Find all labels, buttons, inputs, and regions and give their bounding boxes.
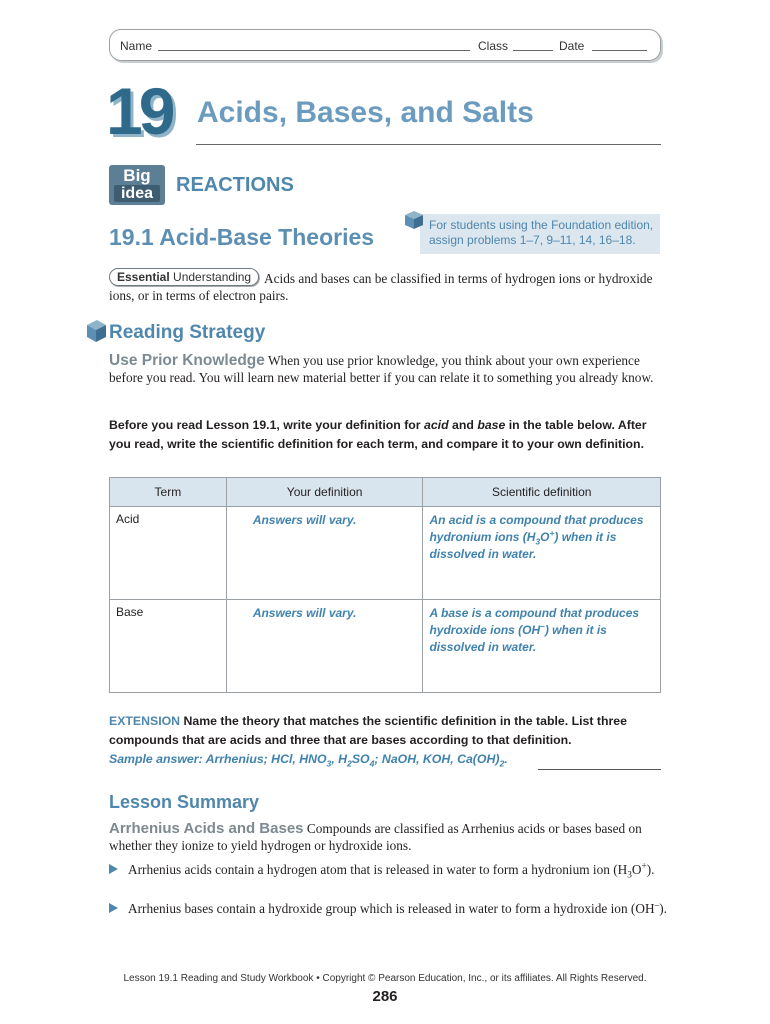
sample-c: , H [331, 752, 348, 766]
list-item [109, 861, 669, 881]
bullet1-d: + [641, 861, 647, 872]
foundation-note-line1: For students using the Foundation edition, [429, 218, 654, 232]
reading-strategy-paragraph [109, 352, 669, 386]
table-instructions [109, 416, 669, 454]
sci-base-part2: ) when it is dissolved in water. [429, 623, 607, 654]
table-header-row [110, 478, 661, 507]
use-prior-knowledge-subheading: Use Prior Knowledge [109, 352, 265, 369]
eu-badge-rest: Understanding [169, 270, 252, 284]
sample-a: Sample answer: Arrhenius; HCl, HNO [109, 752, 327, 766]
chapter-number: 19 [106, 74, 172, 148]
chapter-divider [196, 144, 661, 145]
sci-base-part1: A base is a compound that produces hydroxide ions (OH [429, 606, 640, 637]
bullet2-a: Arrhenius bases contain a hydroxide group which is released in water to form a hydroxide ion (OH [128, 901, 655, 916]
big-idea-badge-top: Big [123, 166, 151, 185]
your-definition-cell-base[interactable] [226, 600, 423, 693]
extension-label: EXTENSION [109, 714, 181, 728]
term-cell-acid: Acid [110, 507, 227, 600]
sample-d: 2 [347, 758, 352, 769]
sci-base-sup: – [540, 621, 545, 631]
header-your-definition: Your definition [226, 478, 423, 507]
header-term: Term [110, 478, 227, 507]
sample-i: . [504, 752, 508, 766]
term-cell-base: Base [110, 600, 227, 693]
sci-acid-sup: + [549, 528, 555, 538]
scientific-definition-base [429, 605, 654, 656]
lesson-summary-paragraph [109, 820, 669, 854]
instructions-part1: Before you read Lesson 19.1, write your definition for [109, 418, 424, 432]
section-title: 19.1 Acid-Base Theories [109, 224, 375, 250]
bullet1-e: ). [646, 862, 655, 877]
definition-table [109, 477, 661, 693]
sample-b: 3 [326, 758, 332, 769]
big-idea-badge [109, 165, 165, 205]
sample-f: 4 [369, 758, 375, 769]
extension-prompt [109, 712, 669, 750]
table-row [110, 507, 661, 600]
extension-text: Name the theory that matches the scientific definition in the table. List three compounds that are acids and three that are bases according to that definition. [109, 714, 627, 747]
header-fields [109, 29, 661, 61]
scientific-definition-acid [429, 512, 654, 563]
eu-badge-bold: Essential [117, 270, 170, 284]
big-idea-badge-bottom: idea [114, 185, 160, 202]
sample-g: ; NaOH, KOH, Ca(OH) [374, 752, 500, 766]
sample-e: SO [351, 752, 370, 766]
big-idea-heading: REACTIONS [176, 174, 294, 196]
foundation-note-line2: assign problems 1–7, 9–11, 14, 16–18. [429, 233, 636, 247]
reading-strategy-text: When you use prior knowledge, you think about your own experience before you read. You will learn new material better if you can relate it to something you already know. [109, 353, 654, 385]
name-line [158, 50, 470, 51]
bullet-arrow-icon [109, 864, 118, 874]
bullet2-b: – [654, 900, 660, 911]
class-label: Class [478, 39, 509, 53]
your-definition-acid: Answers will vary. [252, 513, 357, 527]
page-number: 286 [372, 988, 398, 1005]
header-scientific-definition: Scientific definition [423, 478, 661, 507]
your-definition-base: Answers will vary. [252, 606, 357, 620]
sample-h: 2 [499, 758, 505, 769]
lesson-summary-heading: Lesson Summary [109, 792, 260, 812]
instructions-base: base [477, 418, 506, 432]
instructions-acid: acid [424, 418, 449, 432]
name-label: Name [120, 39, 153, 53]
sci-acid-part2: ) when it is dissolved in water. [429, 530, 617, 561]
extension-sample-answer [109, 752, 508, 769]
bullet-arrow-icon [109, 903, 118, 913]
lesson-summary-text: Compounds are classified as Arrhenius acids or bases based on whether they ionize to yield hydrogen or hydroxide ions. [109, 821, 642, 853]
sci-acid-mid: O [540, 530, 550, 544]
bullet1-b: 3 [627, 870, 632, 881]
instructions-part3: in the table below. After you read, write the scientific definition for each term, and compare it to your own definition. [109, 418, 647, 451]
reading-strategy-heading: Reading Strategy [109, 322, 266, 343]
date-line [592, 50, 647, 51]
foundation-note [420, 214, 660, 254]
instructions-part2: and [448, 418, 478, 432]
essential-understanding-badge [109, 268, 259, 286]
bullet2-c: ). [659, 901, 667, 916]
arrhenius-subheading: Arrhenius Acids and Bases [109, 820, 304, 837]
sci-acid-part1: An acid is a compound that produces hydronium ions (H [429, 513, 644, 544]
class-line [513, 50, 553, 51]
bullet1-c: O [631, 862, 642, 877]
answer-line [538, 769, 661, 770]
chapter-title: Acids, Bases, and Salts [197, 96, 534, 129]
essential-understanding-text: Acids and bases can be classified in terms of hydrogen ions or hydroxide ions, or in terms of electron pairs. [109, 271, 653, 303]
scientific-definition-cell-base[interactable] [423, 600, 661, 693]
sci-acid-sub: 3 [535, 536, 541, 547]
footer-copyright: Lesson 19.1 Reading and Study Workbook • Copyright © Pearson Education, Inc., or its affiliates. All Rights Reserved. [123, 973, 647, 984]
table-row [110, 600, 661, 693]
date-label: Date [559, 39, 585, 53]
foundation-book-icon [403, 209, 425, 231]
reading-strategy-book-icon [84, 317, 108, 345]
scientific-definition-cell-acid[interactable] [423, 507, 661, 600]
list-item [109, 900, 669, 917]
bullet1-a: Arrhenius acids contain a hydrogen atom that is released in water to form a hydronium ion (H [128, 862, 628, 877]
your-definition-cell-acid[interactable] [226, 507, 423, 600]
